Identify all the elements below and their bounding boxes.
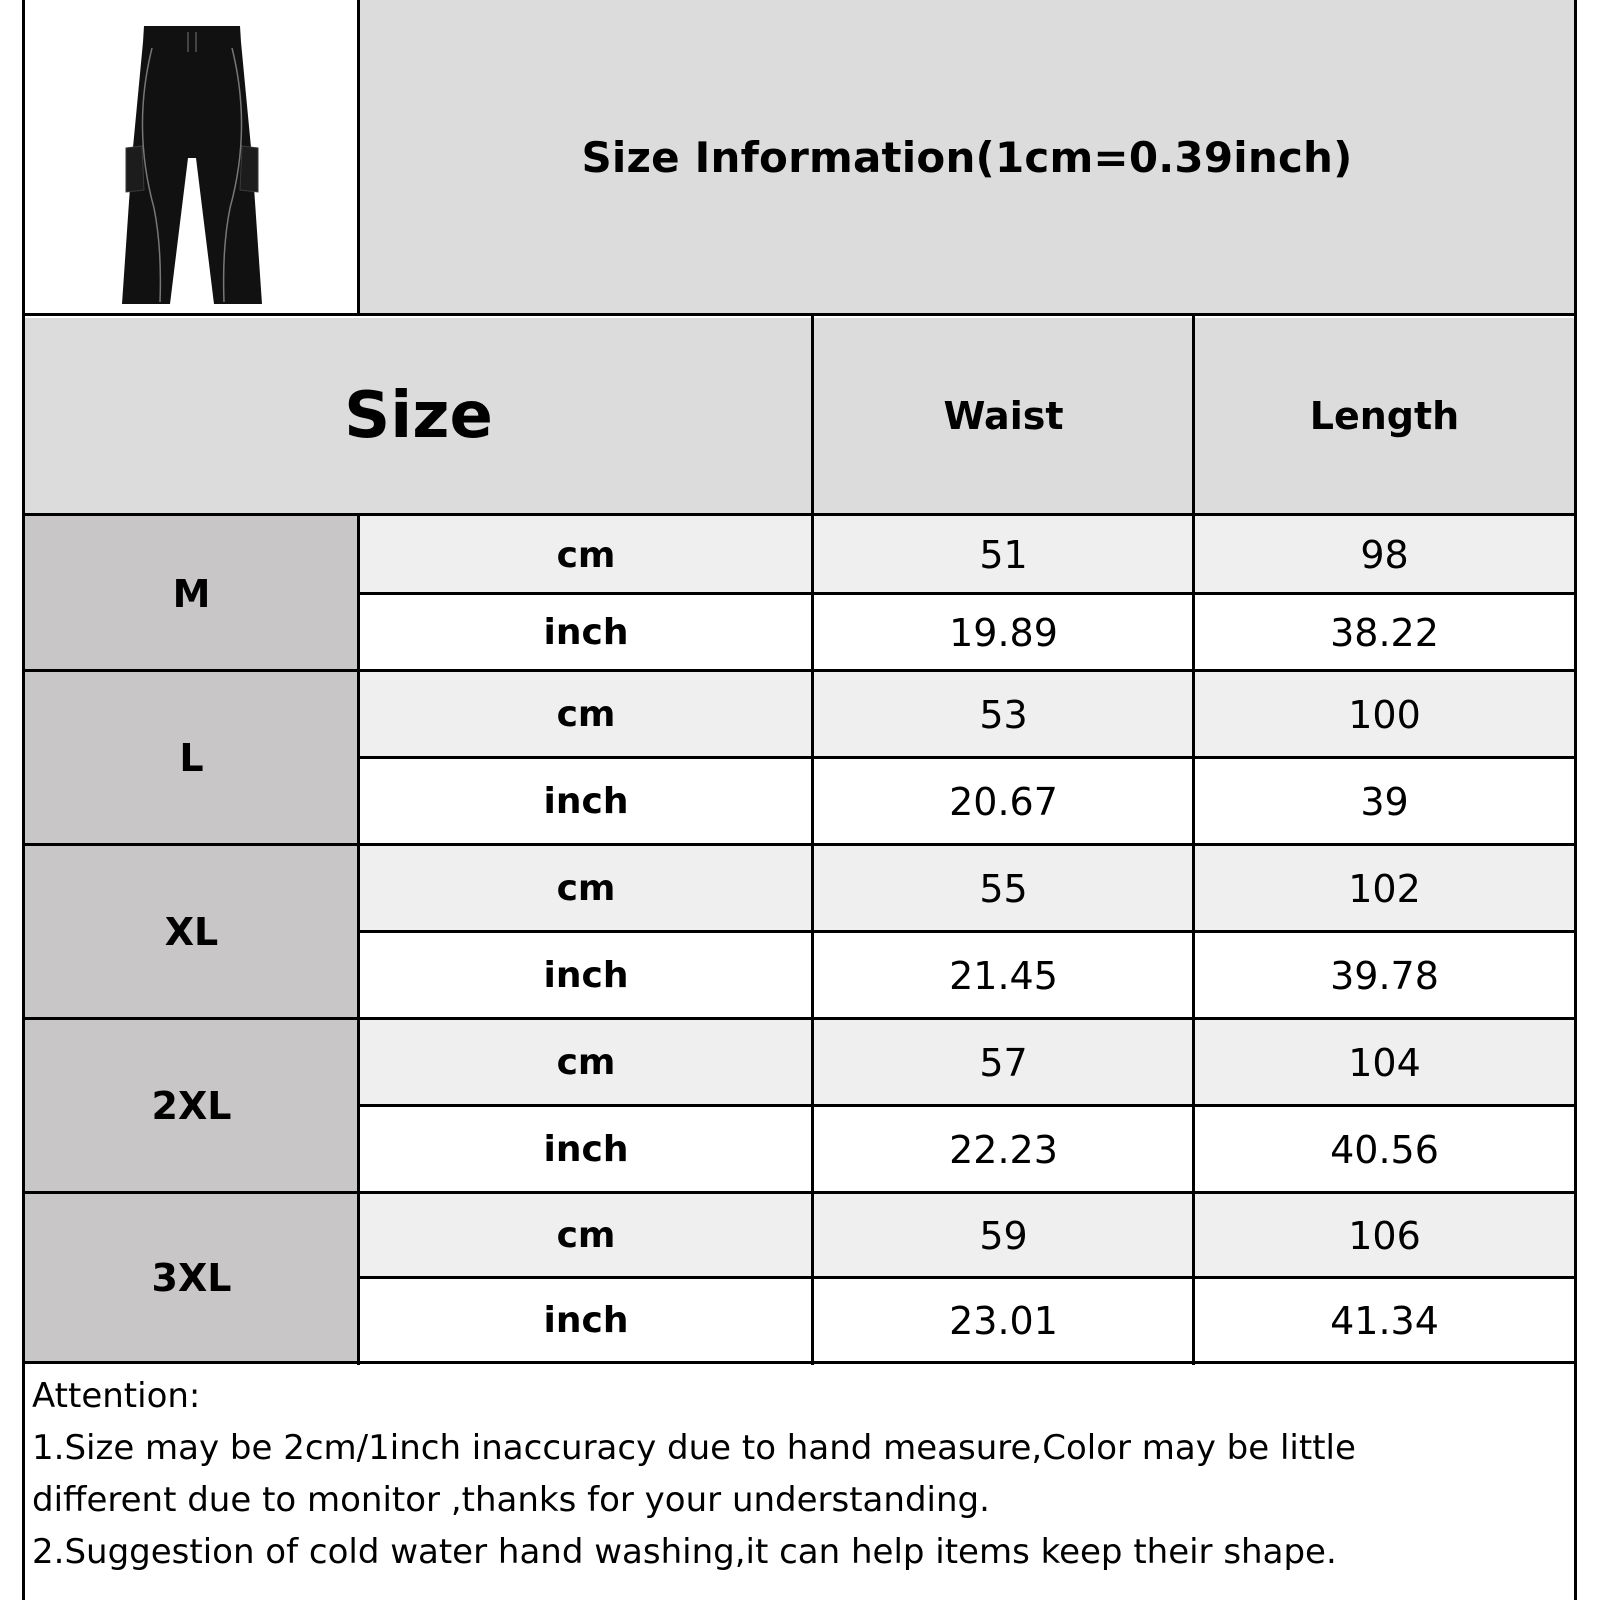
unit-label: cm: [556, 694, 616, 735]
length-value: 98: [1360, 533, 1409, 577]
waist-value: 51: [979, 533, 1028, 577]
grid-line-horizontal: [357, 756, 1577, 759]
grid-line-horizontal: [357, 1104, 1577, 1107]
waist-value-cell: [813, 1278, 1194, 1363]
length-value-cell: [1194, 516, 1575, 594]
grid-line-horizontal: [357, 592, 1577, 595]
unit-cell: [359, 594, 813, 671]
length-value-cell: [1194, 932, 1575, 1019]
unit-label: cm: [556, 1042, 616, 1083]
size-label-cell: [24, 1193, 359, 1363]
length-value: 39.78: [1330, 953, 1439, 998]
length-value: 104: [1348, 1040, 1421, 1085]
grid-line-horizontal: [22, 513, 1577, 516]
unit-label: inch: [543, 612, 629, 653]
grid-line-vertical: [1192, 316, 1195, 1365]
waist-value: 21.45: [949, 953, 1058, 998]
unit-label: inch: [543, 955, 629, 996]
unit-label: inch: [543, 781, 629, 822]
waist-heading-cell: [813, 318, 1194, 513]
waist-value: 53: [979, 692, 1028, 737]
unit-cell: [359, 932, 813, 1019]
unit-label: cm: [556, 1215, 616, 1256]
unit-cell: [359, 1278, 813, 1363]
unit-label: cm: [556, 868, 616, 909]
waist-value-cell: [813, 516, 1194, 594]
length-value: 38.22: [1330, 610, 1439, 655]
grid-line-vertical: [1574, 0, 1577, 1600]
waist-value: 23.01: [949, 1298, 1058, 1343]
size-label: L: [179, 736, 204, 780]
waist-value-cell: [813, 932, 1194, 1019]
pants-image: [92, 8, 292, 308]
waist-value-cell: [813, 671, 1194, 758]
grid-line-horizontal: [22, 843, 1577, 846]
size-label: 2XL: [151, 1084, 232, 1128]
note-2: 2.Suggestion of cold water hand washing,it can help items keep their shape.: [32, 1532, 1337, 1572]
unit-label: inch: [543, 1300, 629, 1341]
length-value-cell: [1194, 758, 1575, 845]
note-1-line-1: 1.Size may be 2cm/1inch inaccuracy due to hand measure,Color may be little: [32, 1428, 1356, 1468]
product-image-cell: [24, 0, 359, 315]
size-label: XL: [164, 910, 219, 954]
unit-cell: [359, 516, 813, 594]
size-heading-cell: [24, 318, 813, 513]
size-label-cell: [24, 516, 359, 671]
length-value: 41.34: [1330, 1298, 1439, 1343]
grid-line-horizontal: [357, 930, 1577, 933]
waist-value-cell: [813, 845, 1194, 932]
grid-line-vertical: [22, 0, 25, 1600]
length-value-cell: [1194, 1193, 1575, 1278]
unit-cell: [359, 1106, 813, 1193]
grid-line-horizontal: [22, 1017, 1577, 1020]
unit-cell: [359, 845, 813, 932]
unit-cell: [359, 1019, 813, 1106]
length-value-cell: [1194, 1106, 1575, 1193]
grid-line-horizontal: [22, 669, 1577, 672]
length-value-cell: [1194, 1278, 1575, 1363]
length-value-cell: [1194, 1019, 1575, 1106]
waist-value-cell: [813, 1019, 1194, 1106]
length-value-cell: [1194, 671, 1575, 758]
grid-line-horizontal: [22, 1191, 1577, 1194]
length-value-cell: [1194, 594, 1575, 671]
length-value: 100: [1348, 692, 1421, 737]
waist-value-cell: [813, 1193, 1194, 1278]
grid-line-vertical: [357, 0, 360, 316]
grid-line-horizontal: [22, 1361, 1577, 1364]
waist-value: 22.23: [949, 1127, 1058, 1172]
grid-line-horizontal: [22, 313, 1577, 316]
attention-notes: [32, 1370, 1572, 1578]
unit-cell: [359, 671, 813, 758]
waist-value: 55: [979, 866, 1028, 911]
length-value: 102: [1348, 866, 1421, 911]
waist-value: 19.89: [949, 610, 1058, 655]
waist-value: 20.67: [949, 779, 1058, 824]
unit-label: cm: [556, 534, 616, 576]
waist-value-cell: [813, 594, 1194, 671]
length-value: 40.56: [1330, 1127, 1439, 1172]
note-1-line-2: different due to monitor ,thanks for your understanding.: [32, 1480, 990, 1520]
attention-heading: Attention:: [32, 1376, 201, 1416]
unit-cell: [359, 1193, 813, 1278]
page-title: Size Information(1cm=0.39inch): [581, 133, 1353, 182]
size-label: 3XL: [151, 1256, 232, 1300]
size-label-cell: [24, 1019, 359, 1193]
grid-line-vertical: [811, 316, 814, 1365]
unit-cell: [359, 758, 813, 845]
length-value: 106: [1348, 1213, 1421, 1258]
waist-value-cell: [813, 758, 1194, 845]
waist-value: 57: [979, 1040, 1028, 1085]
length-heading-cell: [1194, 318, 1575, 513]
grid-line-horizontal: [357, 1276, 1577, 1279]
grid-line-vertical: [357, 513, 360, 1365]
waist-value: 59: [979, 1213, 1028, 1258]
length-value-cell: [1194, 845, 1575, 932]
waist-heading: Waist: [943, 393, 1064, 438]
size-label: M: [172, 571, 211, 616]
length-value: 39: [1360, 779, 1409, 824]
size-heading: Size: [344, 378, 493, 453]
size-label-cell: [24, 671, 359, 845]
header-title-cell: [359, 0, 1575, 315]
length-heading: Length: [1309, 393, 1460, 438]
waist-value-cell: [813, 1106, 1194, 1193]
size-label-cell: [24, 845, 359, 1019]
unit-label: inch: [543, 1129, 629, 1170]
